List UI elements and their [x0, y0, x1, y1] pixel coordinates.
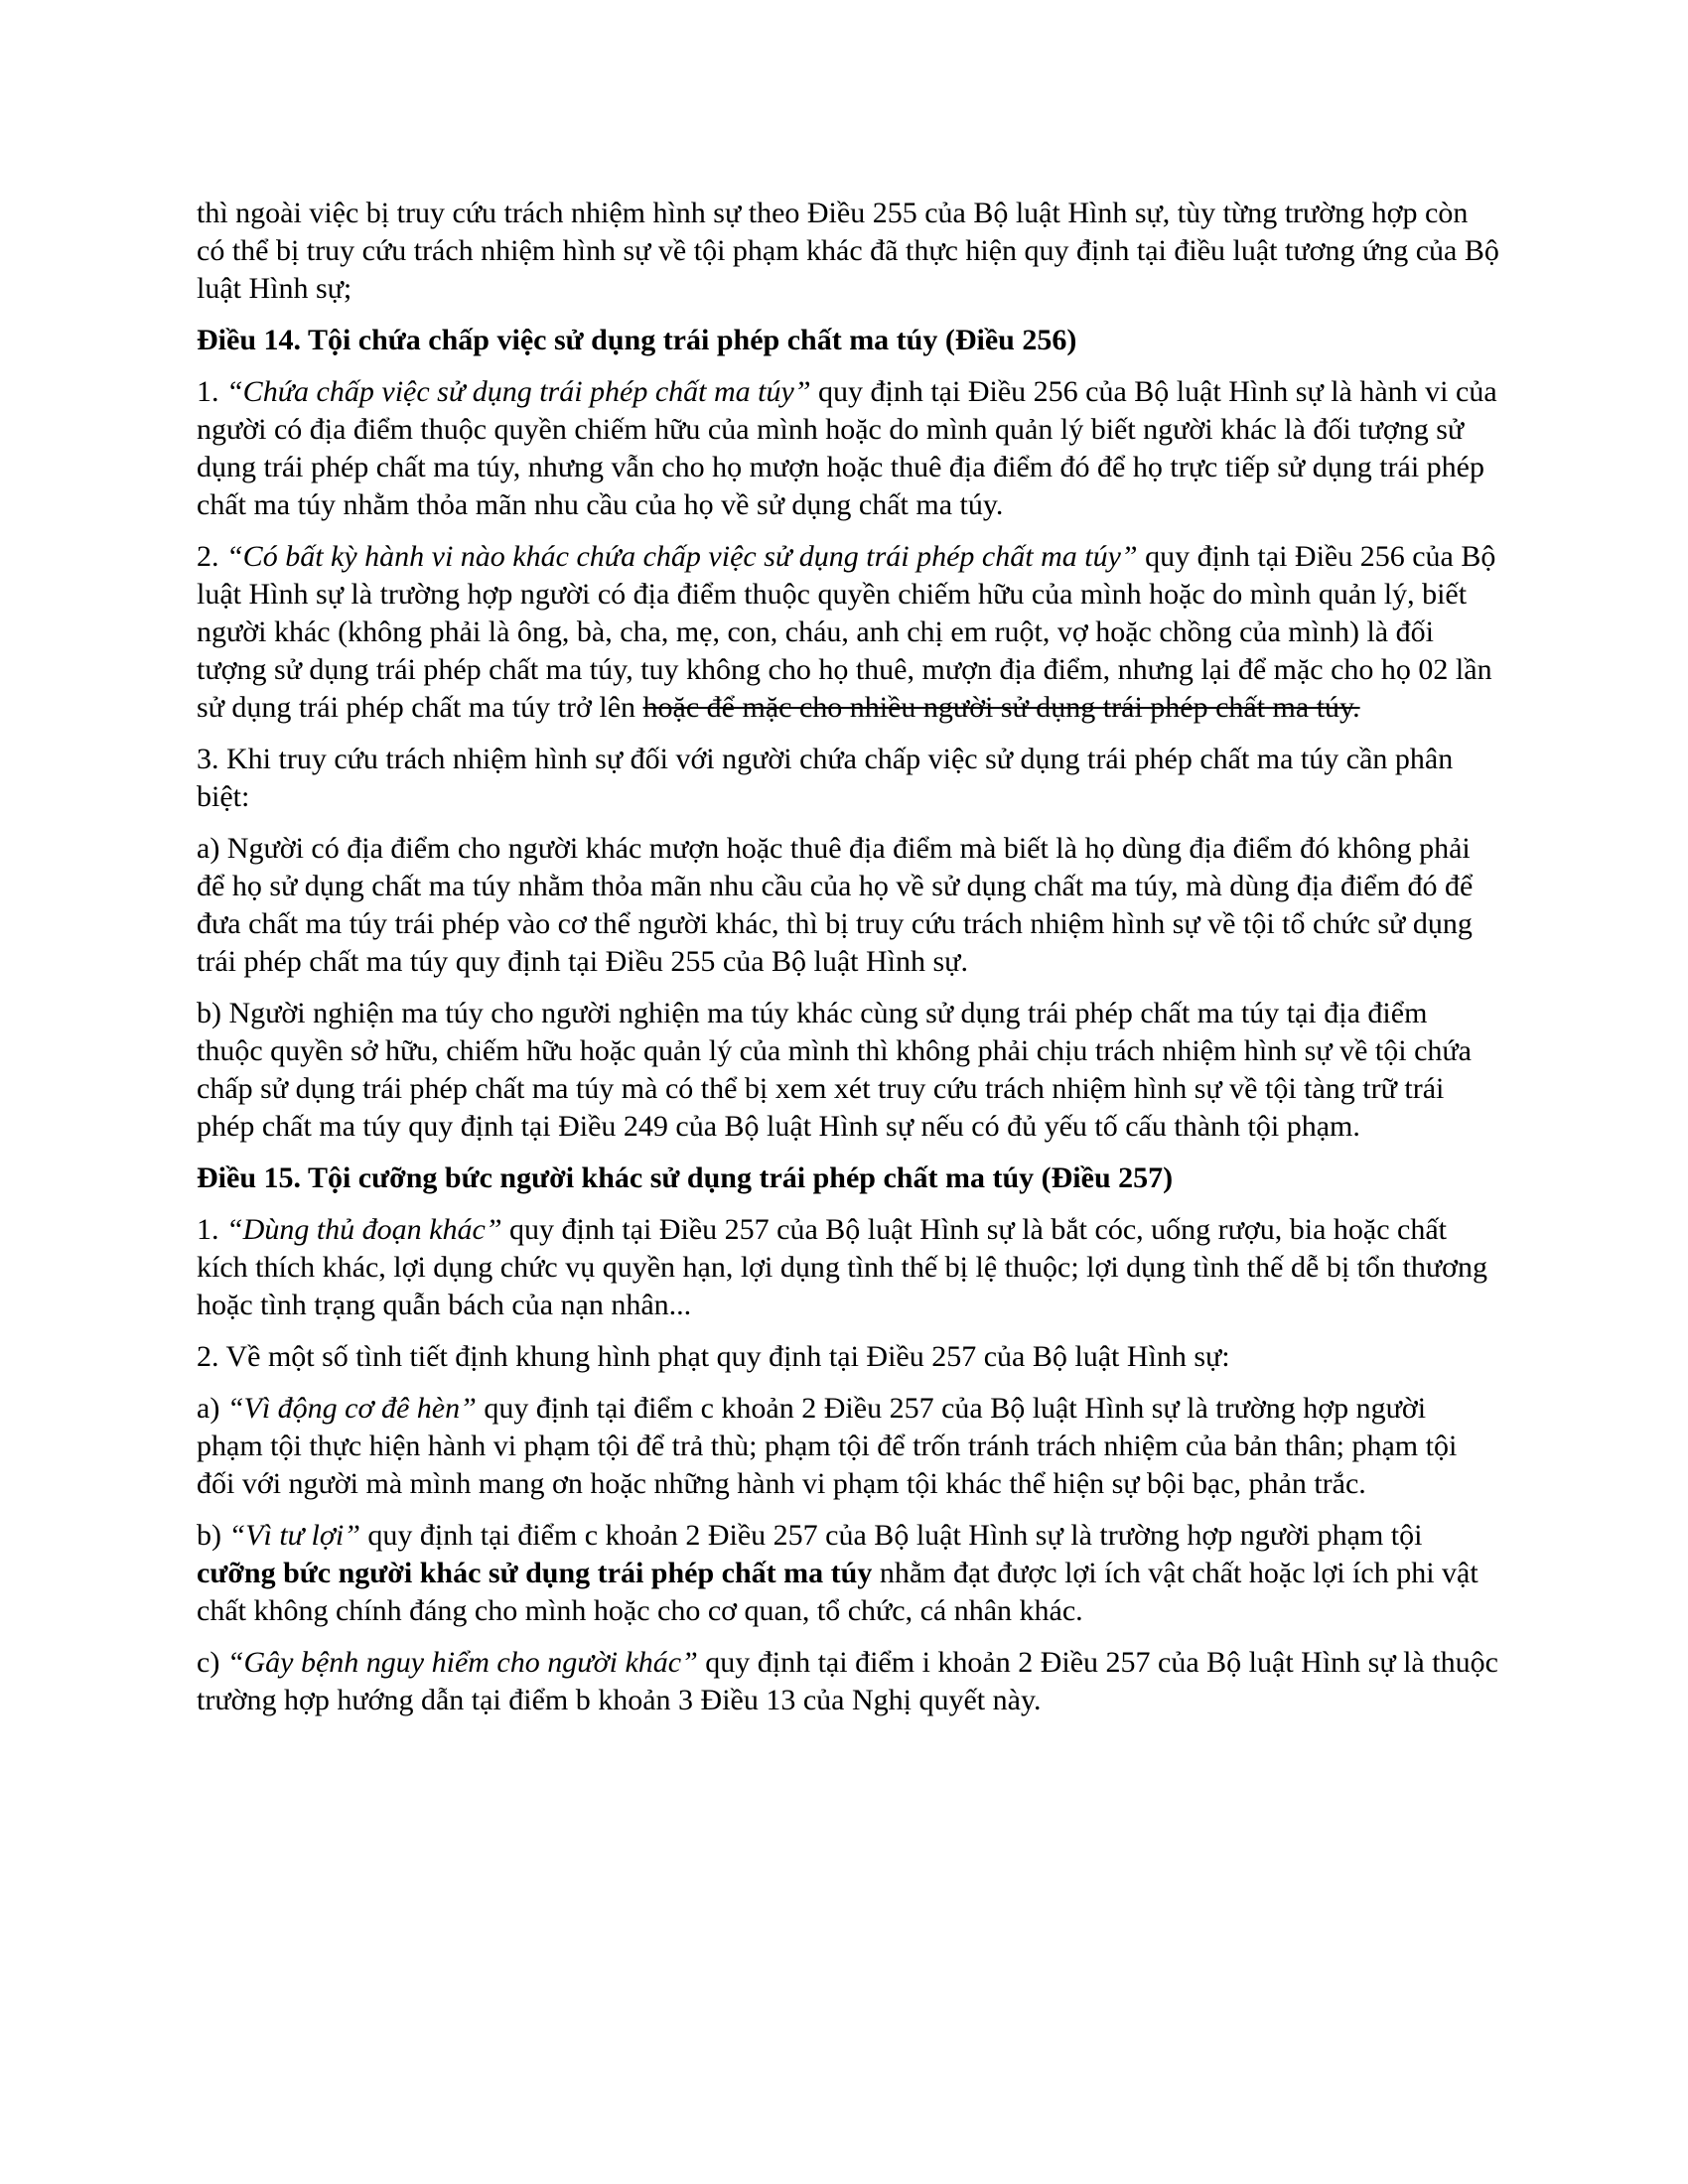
clause-text: 3. Khi truy cứu trách nhiệm hình sự đối với người chứa chấp việc sử dụng trái phép chất ma túy cần phân biệt: — [197, 743, 1454, 813]
clause-text: a) Người có địa điểm cho người khác mượn hoặc thuê địa điểm mà biết là họ dùng địa điểm đó không phải để họ sử dụng chất ma túy nhằm thỏa mãn nhu cầu của họ về sử dụng chất ma túy, mà dùng địa điểm đó để đưa chất ma túy trái phép vào cơ thể người khác, thì bị truy cứu trách nhiệm hình sự về tội tổ chức sử dụng trái phép chất ma túy quy định tại Điều 255 của Bộ luật Hình sự. — [197, 832, 1474, 978]
article-15-clause-2b — [197, 1517, 1499, 1630]
clause-text: nhằm đạt được lợi ích vật chất hoặc lợi ích phi vật chất không chính đáng cho mình hoặc cho cơ quan, tổ chức, cá nhân khác. — [197, 1557, 1478, 1627]
clause-text: quy định tại điểm c khoản 2 Điều 257 của Bộ luật Hình sự là trường hợp người phạm tội thực hiện hành vi phạm tội để trả thù; phạm tội để trốn tránh trách nhiệm của bản thân; phạm tội đối với người mà mình mang ơn hoặc những hành vi phạm tội khác thể hiện sự bội bạc, phản trắc. — [197, 1392, 1458, 1500]
article-15-clause-2a — [197, 1390, 1499, 1503]
clause-text: quy định tại điểm c khoản 2 Điều 257 của Bộ luật Hình sự là trường hợp người phạm tội — [359, 1519, 1423, 1552]
paragraph-text: thì ngoài việc bị truy cứu trách nhiệm hình sự theo Điều 255 của Bộ luật Hình sự, tùy từng trường hợp còn có thể bị truy cứu trách nhiệm hình sự về tội phạm khác đã thực hiện quy định tại điều luật tương ứng của Bộ luật Hình sự; — [197, 197, 1499, 305]
defined-term: “Có bất kỳ hành vi nào khác chứa chấp việc sử dụng trái phép chất ma túy” — [226, 540, 1138, 573]
clause-text: quy định tại Điều 256 của Bộ luật Hình sự là hành vi của người có địa điểm thuộc quyền chiếm hữu của mình hoặc do mình quản lý biết người khác là đối tượng sử dụng trái phép chất ma túy, nhưng vẫn cho họ mượn hoặc thuê địa điểm đó để họ trực tiếp sử dụng trái phép chất ma túy nhằm thỏa mãn nhu cầu của họ về sử dụng chất ma túy. — [197, 375, 1497, 521]
clause-number: b) — [197, 1519, 229, 1552]
clause-text: quy định tại điểm i khoản 2 Điều 257 của Bộ luật Hình sự là thuộc trường hợp hướng dẫn tại điểm b khoản 3 Điều 13 của Nghị quyết này. — [197, 1646, 1498, 1716]
article-15-clause-1 — [197, 1211, 1499, 1324]
article-15-clause-2 — [197, 1338, 1499, 1376]
paragraph-continuation — [197, 195, 1499, 308]
clause-text: quy định tại Điều 256 của Bộ luật Hình sự là trường hợp người có địa điểm thuộc quyền chiếm hữu của mình hoặc do mình quản lý, biết người khác (không phải là ông, bà, cha, mẹ, con, cháu, anh chị em ruột, vợ hoặc chồng của mình) là đối tượng sử dụng trái phép chất ma túy, tuy không cho họ thuê, mượn địa điểm, nhưng lại để mặc cho họ 02 lần sử dụng trái phép chất ma túy trở lên — [197, 540, 1496, 724]
clause-number: a) — [197, 1392, 227, 1425]
clause-number: 1. — [197, 375, 226, 408]
clause-text: 2. Về một số tình tiết định khung hình phạt quy định tại Điều 257 của Bộ luật Hình sự: — [197, 1340, 1230, 1373]
clause-text: quy định tại Điều 257 của Bộ luật Hình sự là bắt cóc, uống rượu, bia hoặc chất kích thích khác, lợi dụng chức vụ quyền hạn, lợi dụng tình thế bị lệ thuộc; lợi dụng tình thế dễ bị tổn thương hoặc tình trạng quẫn bách của nạn nhân... — [197, 1213, 1487, 1321]
defined-term: “Dùng thủ đoạn khác” — [226, 1213, 502, 1246]
article-15-heading — [197, 1160, 1499, 1197]
article-14-clause-1 — [197, 373, 1499, 524]
struck-through-text: hoặc để mặc cho nhiều người sử dụng trái phép chất ma túy. — [642, 691, 1360, 724]
defined-term: “Gây bệnh nguy hiểm cho người khác” — [226, 1646, 698, 1679]
clause-number: 2. — [197, 540, 226, 573]
defined-term: “Vì động cơ đê hèn” — [226, 1392, 477, 1425]
article-14-clause-3b — [197, 995, 1499, 1146]
defined-term: “Chứa chấp việc sử dụng trái phép chất ma túy” — [226, 375, 811, 408]
clause-text: b) Người nghiện ma túy cho người nghiện ma túy khác cùng sử dụng trái phép chất ma túy tại địa điểm thuộc quyền sở hữu, chiếm hữu hoặc quản lý của mình thì không phải chịu trách nhiệm hình sự về tội chứa chấp sử dụng trái phép chất ma túy mà có thể bị xem xét truy cứu trách nhiệm hình sự về tội tàng trữ trái phép chất ma túy quy định tại Điều 249 của Bộ luật Hình sự nếu có đủ yếu tố cấu thành tội phạm. — [197, 997, 1472, 1143]
bold-text: cưỡng bức người khác sử dụng trái phép chất ma túy — [197, 1557, 873, 1589]
article-14-clause-3 — [197, 741, 1499, 816]
heading-text: Điều 15. Tội cưỡng bức người khác sử dụng trái phép chất ma túy (Điều 257) — [197, 1161, 1174, 1194]
article-15-clause-2c — [197, 1644, 1499, 1719]
heading-text: Điều 14. Tội chứa chấp việc sử dụng trái phép chất ma túy (Điều 256) — [197, 324, 1077, 356]
article-14-clause-3a — [197, 830, 1499, 981]
defined-term: “Vì tư lợi” — [228, 1519, 360, 1552]
article-14-clause-2 — [197, 538, 1499, 727]
clause-number: 1. — [197, 1213, 226, 1246]
clause-number: c) — [197, 1646, 227, 1679]
article-14-heading — [197, 322, 1499, 359]
document-page — [197, 195, 1499, 1733]
